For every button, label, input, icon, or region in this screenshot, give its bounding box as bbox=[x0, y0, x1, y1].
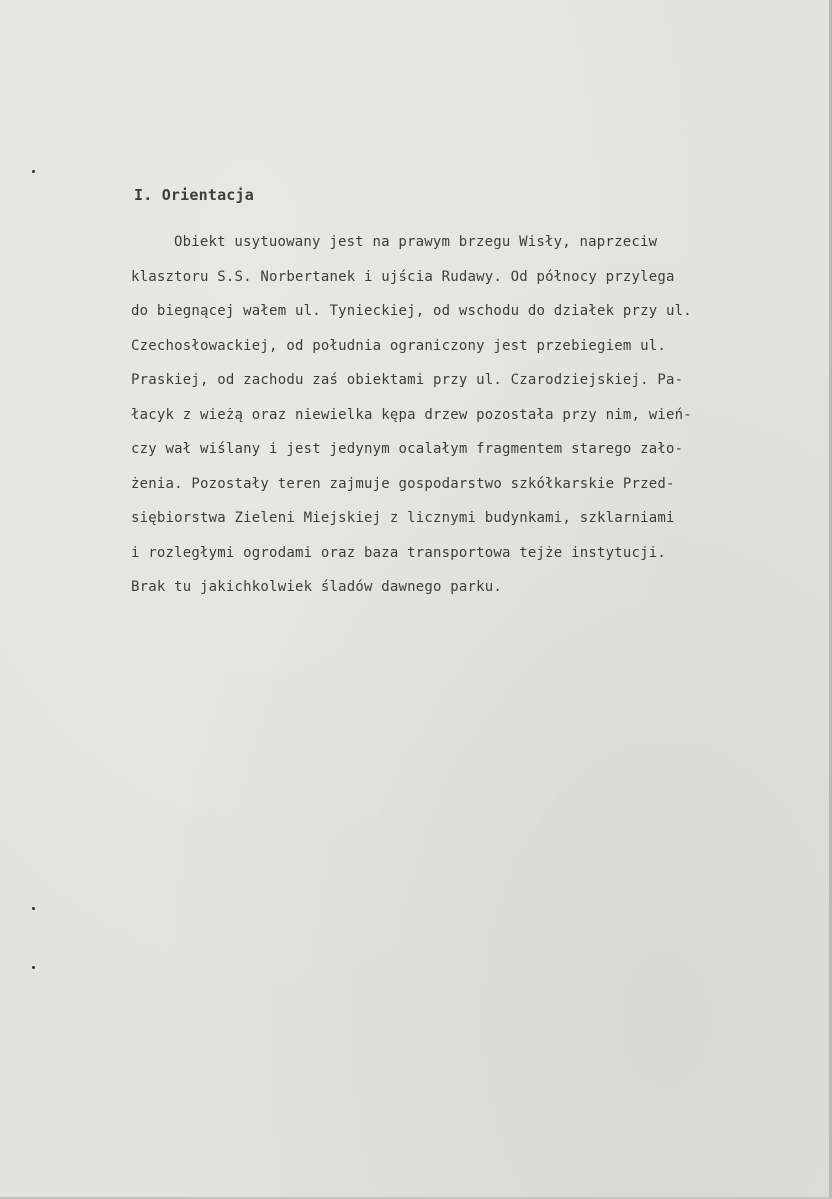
paragraph-line: siębiorstwa Zieleni Miejskiej z licznymi budynkami, szklarniami bbox=[131, 510, 675, 526]
paragraph-line: Praskiej, od zachodu zaś obiektami przy ul. Czarodziejskiej. Pa- bbox=[131, 372, 684, 388]
paragraph-line: klasztoru S.S. Norbertanek i ujścia Rudawy. Od północy przylega bbox=[131, 268, 675, 285]
body-paragraph bbox=[131, 230, 692, 610]
margin-dot-mark bbox=[32, 170, 35, 173]
paragraph-line: łacyk z wieżą oraz niewielka kępa drzew pozostała przy nim, wień- bbox=[131, 406, 692, 423]
paragraph-line: Obiekt usytuowany jest na prawym brzegu Wisły, naprzeciw bbox=[174, 234, 658, 250]
paragraph-line: Brak tu jakichkolwiek śladów dawnego parku. bbox=[131, 579, 503, 595]
margin-dot-mark bbox=[32, 907, 35, 910]
paragraph-line: czy wał wiślany i jest jedynym ocalałym fragmentem starego zało- bbox=[131, 441, 684, 457]
paragraph-line: i rozległymi ogrodami oraz baza transportowa tejże instytucji. bbox=[131, 544, 666, 561]
section-heading: I. Orientacja bbox=[134, 186, 254, 204]
margin-dot-mark bbox=[32, 966, 35, 969]
paragraph-line: do biegnącej wałem ul. Tynieckiej, od wschodu do działek przy ul. bbox=[131, 303, 692, 319]
paragraph-line: Czechosłowackiej, od południa ograniczony jest przebiegiem ul. bbox=[131, 337, 666, 354]
paragraph-line: żenia. Pozostały teren zajmuje gospodarstwo szkółkarskie Przed- bbox=[131, 475, 675, 492]
